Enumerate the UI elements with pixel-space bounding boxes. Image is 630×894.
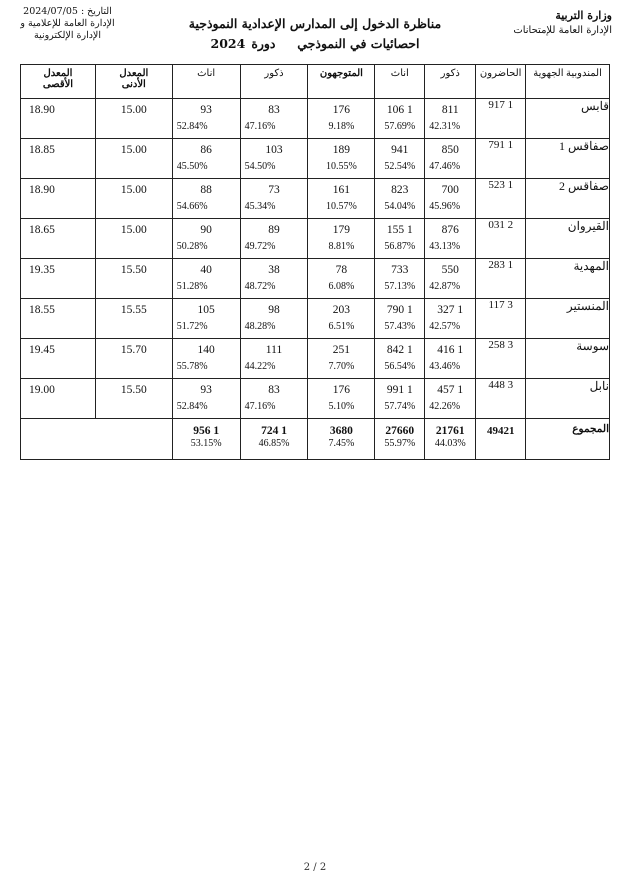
female-count: 1 106 <box>386 104 413 116</box>
table-row <box>21 139 610 179</box>
total-male-count: 21761 <box>435 425 465 437</box>
min-average: 15.70 <box>95 339 172 379</box>
male-count: 1 457 <box>437 384 464 396</box>
oriented-percent: 10.55% <box>325 161 357 172</box>
oriented-male-count: 111 <box>265 344 283 356</box>
oriented-percent: 9.18% <box>328 121 355 132</box>
male-count: 700 <box>441 184 459 196</box>
statistics-table <box>20 64 610 460</box>
oriented-female-cell <box>172 259 240 299</box>
total-male-cell <box>425 419 476 460</box>
oriented-female-count: 90 <box>200 224 212 236</box>
male-count: 876 <box>441 224 459 236</box>
region-name: المهدية <box>526 259 610 299</box>
present-count: 3 448 <box>476 379 526 419</box>
oriented-female-count: 140 <box>197 344 215 356</box>
present-count: 1 523 <box>476 179 526 219</box>
region-name: نابل <box>526 379 610 419</box>
total-male-percent: 44.03% <box>434 438 466 449</box>
female-percent: 57.69% <box>384 121 416 132</box>
female-percent: 54.04% <box>384 201 416 212</box>
oriented-percent: 8.81% <box>328 241 355 252</box>
oriented-count: 203 <box>332 304 351 316</box>
male-cell <box>425 259 476 299</box>
oriented-male-count: 98 <box>268 304 280 316</box>
male-count: 811 <box>441 104 459 116</box>
oriented-male-count: 83 <box>268 384 280 396</box>
oriented-count: 189 <box>332 144 351 156</box>
oriented-male-cell <box>240 219 308 259</box>
region-name: صفاقس 1 <box>526 139 610 179</box>
session-year: 2024 <box>210 36 246 51</box>
oriented-male-cell <box>240 379 308 419</box>
oriented-male-cell <box>240 139 308 179</box>
oriented-cell <box>308 219 375 259</box>
oriented-count: 176 <box>332 384 351 396</box>
header-female: اناث <box>375 65 425 99</box>
oriented-male-percent: 49.72% <box>244 241 276 252</box>
ministry-header <box>462 8 612 38</box>
table-row <box>21 379 610 419</box>
male-count: 850 <box>441 144 459 156</box>
female-count: 1 790 <box>386 304 413 316</box>
male-cell <box>425 219 476 259</box>
exams-department: الإدارة العامة للإمتحانات <box>513 25 612 36</box>
male-cell <box>425 139 476 179</box>
female-cell <box>375 259 425 299</box>
oriented-male-count: 73 <box>268 184 280 196</box>
oriented-female-cell <box>172 219 240 259</box>
male-cell <box>425 299 476 339</box>
max-average: 19.35 <box>21 259 96 299</box>
header-oriented-female: اناث <box>172 65 240 99</box>
oriented-percent: 6.08% <box>328 281 355 292</box>
region-name: المنستير <box>526 299 610 339</box>
header-region: المندوبية الجهوية <box>526 65 610 99</box>
oriented-cell <box>308 259 375 299</box>
female-cell <box>375 339 425 379</box>
total-female-count: 27660 <box>385 425 415 437</box>
oriented-male-count: 83 <box>268 104 280 116</box>
male-cell <box>425 339 476 379</box>
oriented-count: 78 <box>335 264 348 276</box>
oriented-percent: 6.51% <box>328 321 355 332</box>
present-count: 1 791 <box>476 139 526 179</box>
oriented-male-cell <box>240 259 308 299</box>
oriented-female-percent: 52.84% <box>176 121 208 132</box>
table-row <box>21 219 610 259</box>
oriented-male-percent: 54.50% <box>244 161 276 172</box>
subtitle-text: احصائيات في النموذجي دورة <box>251 36 420 51</box>
media-department-line1: الإدارة العامة للإعلامية و <box>20 18 115 29</box>
oriented-male-count: 103 <box>265 144 283 156</box>
oriented-male-count: 89 <box>268 224 280 236</box>
present-count: 3 117 <box>476 299 526 339</box>
oriented-male-percent: 47.16% <box>244 121 276 132</box>
oriented-cell <box>308 339 375 379</box>
header-max-average <box>21 65 96 99</box>
ministry-name: وزارة التربية <box>555 9 612 22</box>
document-date: التاريخ : 2024/07/05 <box>23 6 112 17</box>
min-average: 15.50 <box>95 259 172 299</box>
min-average: 15.00 <box>95 179 172 219</box>
female-count: 1 842 <box>386 344 413 356</box>
total-present: 49421 <box>476 419 526 460</box>
oriented-female-percent: 55.78% <box>176 361 208 372</box>
male-percent: 47.46% <box>429 161 461 172</box>
oriented-male-percent: 48.72% <box>244 281 276 292</box>
table-row <box>21 99 610 139</box>
oriented-percent: 7.70% <box>328 361 355 372</box>
present-count: 2 031 <box>476 219 526 259</box>
female-percent: 57.13% <box>384 281 416 292</box>
oriented-cell <box>308 299 375 339</box>
oriented-female-cell <box>172 339 240 379</box>
male-cell <box>425 99 476 139</box>
oriented-female-cell <box>172 379 240 419</box>
total-oriented-male-cell <box>240 419 308 460</box>
date-header <box>10 6 125 42</box>
oriented-cell <box>308 379 375 419</box>
oriented-cell <box>308 139 375 179</box>
header-oriented: المتوجهون <box>308 65 375 99</box>
total-averages-blank <box>21 419 173 460</box>
min-average: 15.00 <box>95 139 172 179</box>
male-percent: 42.87% <box>429 281 461 292</box>
male-percent: 42.57% <box>429 321 461 332</box>
max-average: 18.85 <box>21 139 96 179</box>
oriented-count: 179 <box>332 224 351 236</box>
oriented-male-cell <box>240 179 308 219</box>
oriented-female-count: 93 <box>200 384 212 396</box>
media-department-line2: الإدارة الإلكترونية <box>33 30 101 41</box>
oriented-cell <box>308 179 375 219</box>
header-min-average <box>95 65 172 99</box>
max-average-label-1: المعدل <box>43 68 73 79</box>
male-percent: 42.26% <box>429 401 461 412</box>
max-average: 18.65 <box>21 219 96 259</box>
max-average: 18.55 <box>21 299 96 339</box>
max-average-label-2: الأقصى <box>42 79 74 90</box>
male-count: 1 416 <box>437 344 464 356</box>
table-row <box>21 259 610 299</box>
female-count: 941 <box>391 144 409 156</box>
total-row <box>21 419 610 460</box>
max-average: 18.90 <box>21 99 96 139</box>
max-average: 19.45 <box>21 339 96 379</box>
total-oriented-female-percent: 53.15% <box>190 438 222 449</box>
female-count: 733 <box>391 264 409 276</box>
female-cell <box>375 139 425 179</box>
present-count: 3 258 <box>476 339 526 379</box>
min-average: 15.00 <box>95 219 172 259</box>
min-average-label-1: المعدل <box>119 68 149 79</box>
oriented-count: 176 <box>332 104 351 116</box>
total-oriented-count: 3680 <box>329 425 353 437</box>
total-oriented-female-count: 1 956 <box>193 425 220 437</box>
region-name: صفاقس 2 <box>526 179 610 219</box>
min-average: 15.00 <box>95 99 172 139</box>
present-count: 1 917 <box>476 99 526 139</box>
male-cell <box>425 379 476 419</box>
female-percent: 52.54% <box>384 161 416 172</box>
table-header-row <box>21 65 610 99</box>
female-cell <box>375 179 425 219</box>
total-oriented-percent: 7.45% <box>328 438 355 449</box>
oriented-male-percent: 48.28% <box>244 321 276 332</box>
region-name: قابس <box>526 99 610 139</box>
document-title: مناظرة الدخول إلى المدارس الإعدادية النموذجية <box>188 16 442 31</box>
total-female-cell <box>375 419 425 460</box>
oriented-female-count: 88 <box>200 184 212 196</box>
region-name: القيروان <box>526 219 610 259</box>
max-average: 18.90 <box>21 179 96 219</box>
oriented-female-cell <box>172 299 240 339</box>
min-average-label-2: الأدنى <box>121 79 146 90</box>
female-percent: 57.74% <box>384 401 416 412</box>
female-percent: 56.87% <box>384 241 416 252</box>
oriented-female-cell <box>172 99 240 139</box>
male-cell <box>425 179 476 219</box>
oriented-percent: 10.57% <box>325 201 357 212</box>
male-percent: 43.13% <box>429 241 461 252</box>
oriented-male-cell <box>240 339 308 379</box>
oriented-male-count: 38 <box>268 264 280 276</box>
female-cell <box>375 379 425 419</box>
header-present: الحاضرون <box>476 65 526 99</box>
female-cell <box>375 299 425 339</box>
present-count: 1 283 <box>476 259 526 299</box>
female-cell <box>375 219 425 259</box>
header-oriented-male: ذكور <box>240 65 308 99</box>
female-cell <box>375 99 425 139</box>
min-average: 15.50 <box>95 379 172 419</box>
female-percent: 56.54% <box>384 361 416 372</box>
oriented-female-percent: 54.66% <box>176 201 208 212</box>
oriented-female-cell <box>172 139 240 179</box>
oriented-male-cell <box>240 299 308 339</box>
table-row <box>21 339 610 379</box>
female-count: 1 155 <box>386 224 413 236</box>
oriented-cell <box>308 99 375 139</box>
female-percent: 57.43% <box>384 321 416 332</box>
total-oriented-male-count: 1 724 <box>261 425 287 437</box>
table-row <box>21 179 610 219</box>
oriented-male-cell <box>240 99 308 139</box>
oriented-female-count: 40 <box>200 264 212 276</box>
oriented-female-percent: 51.28% <box>176 281 208 292</box>
min-average: 15.55 <box>95 299 172 339</box>
male-percent: 45.96% <box>429 201 461 212</box>
oriented-female-count: 86 <box>200 144 212 156</box>
male-percent: 43.46% <box>429 361 461 372</box>
region-name: سوسة <box>526 339 610 379</box>
oriented-count: 251 <box>332 344 351 356</box>
max-average: 19.00 <box>21 379 96 419</box>
oriented-count: 161 <box>332 184 351 196</box>
page-number: 2 / 2 <box>303 862 327 873</box>
total-oriented-male-percent: 46.85% <box>258 438 290 449</box>
total-oriented-cell <box>308 419 375 460</box>
oriented-female-percent: 50.28% <box>176 241 208 252</box>
female-count: 1 991 <box>386 384 413 396</box>
document-title-block <box>170 14 460 54</box>
oriented-male-percent: 45.34% <box>244 201 276 212</box>
oriented-female-count: 105 <box>197 304 215 316</box>
oriented-percent: 5.10% <box>328 401 355 412</box>
oriented-female-percent: 51.72% <box>176 321 208 332</box>
oriented-male-percent: 47.16% <box>244 401 276 412</box>
table-row <box>21 299 610 339</box>
total-oriented-female-cell <box>172 419 240 460</box>
male-count: 550 <box>441 264 459 276</box>
male-percent: 42.31% <box>429 121 461 132</box>
total-label: المجموع <box>526 419 610 460</box>
oriented-female-count: 93 <box>200 104 212 116</box>
oriented-female-percent: 52.84% <box>176 401 208 412</box>
oriented-female-percent: 45.50% <box>176 161 208 172</box>
oriented-female-cell <box>172 179 240 219</box>
female-count: 823 <box>391 184 409 196</box>
header-male: ذكور <box>425 65 476 99</box>
oriented-male-percent: 44.22% <box>244 361 276 372</box>
document-subtitle <box>170 34 460 54</box>
male-count: 1 327 <box>437 304 464 316</box>
total-female-percent: 55.97% <box>384 438 416 449</box>
